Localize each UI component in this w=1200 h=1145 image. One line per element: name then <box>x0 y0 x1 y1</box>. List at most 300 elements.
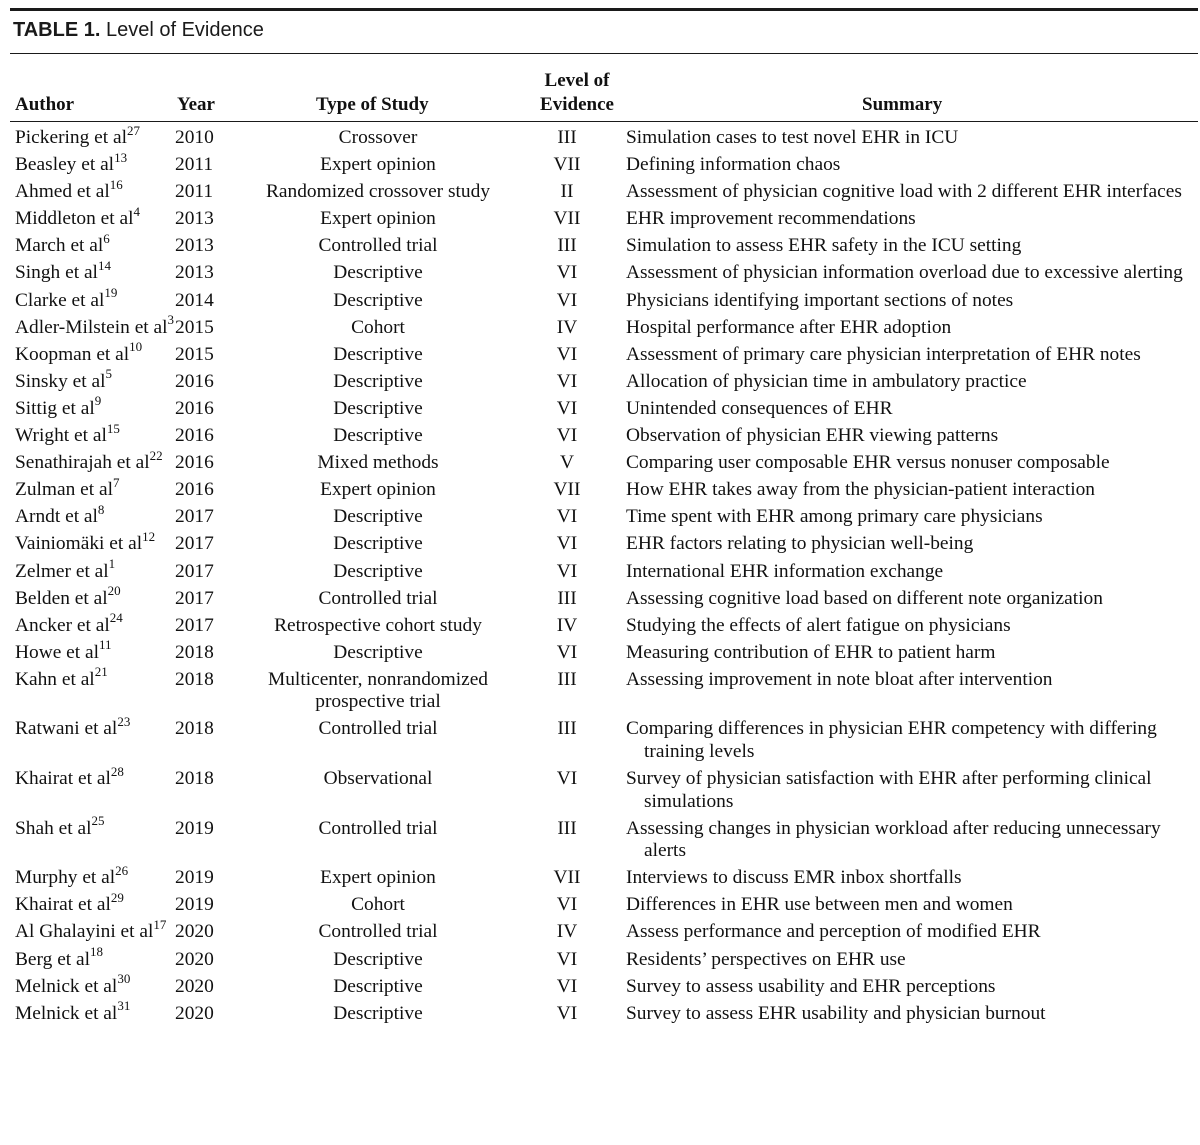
summary-text: Survey of physician satisfaction with EHR after performing clinical simulations <box>626 768 1152 812</box>
year-cell: 2018 <box>175 768 214 790</box>
author-text <box>15 203 175 231</box>
author-cell <box>0 312 175 344</box>
evidence-level-cell: VI <box>556 425 578 447</box>
evidence-level-cell: VI <box>556 343 578 365</box>
evidence-level-cell: VI <box>556 641 578 663</box>
study-type-cell: Expert opinion <box>320 154 436 176</box>
author-name: Pickering et al <box>15 127 127 148</box>
reference-number: 27 <box>127 122 140 138</box>
author-text <box>15 556 175 584</box>
study-type-cell: Retrospective cohort study <box>274 614 482 636</box>
summary-cell <box>626 425 1200 452</box>
reference-number: 24 <box>109 610 123 626</box>
author-text <box>15 366 175 394</box>
summary-text: EHR factors relating to physician well-being <box>626 533 974 555</box>
study-type-cell: Descriptive <box>333 343 423 365</box>
table-row <box>0 533 1200 560</box>
year-cell: 2016 <box>175 370 214 392</box>
table-row <box>0 976 1200 1003</box>
caption-rule <box>10 53 1198 54</box>
evidence-level-cell: VI <box>556 894 578 916</box>
table-row <box>0 768 1200 818</box>
evidence-level-cell: IV <box>556 316 578 338</box>
author-text <box>15 583 175 611</box>
summary-text: Simulation to assess EHR safety in the ICU setting <box>626 235 1022 257</box>
table-caption <box>13 19 264 42</box>
summary-text: Survey to assess EHR usability and physician burnout <box>626 1002 1046 1024</box>
study-type-cell: Controlled trial <box>318 587 438 609</box>
author-cell <box>0 285 175 317</box>
reference-number: 14 <box>97 258 111 273</box>
table-row <box>0 425 1200 452</box>
author-text <box>15 393 175 421</box>
author-name: Ahmed et al <box>15 181 110 203</box>
author-name: Vainiomäki et al <box>15 533 143 555</box>
summary-cell <box>626 317 1200 344</box>
author-text <box>15 944 175 972</box>
summary-text: Allocation of physician time in ambulatory practice <box>626 370 1027 392</box>
evidence-level-cell: II <box>560 181 574 203</box>
summary-cell <box>626 262 1200 289</box>
author-cell <box>0 714 175 768</box>
year-cell: 2020 <box>175 1002 214 1024</box>
table-row <box>0 208 1200 235</box>
table-row <box>0 561 1200 588</box>
table-row <box>0 588 1200 615</box>
table-row <box>0 344 1200 371</box>
evidence-level-cell: VI <box>556 262 578 284</box>
author-cell <box>0 366 175 398</box>
summary-cell <box>626 718 1200 768</box>
author-text <box>15 664 175 692</box>
author-cell <box>0 813 175 868</box>
author-text <box>15 312 175 340</box>
study-type-cell: Descriptive <box>333 397 423 419</box>
author-name: Khairat et al <box>15 894 111 916</box>
evidence-level-cell: VII <box>553 154 581 176</box>
author-cell <box>0 339 175 371</box>
summary-cell <box>626 894 1200 921</box>
summary-text: Observation of physician EHR viewing patterns <box>626 425 999 447</box>
header-level-of-evidence <box>532 69 622 117</box>
summary-text: Assessing changes in physician workload after reducing unnecessary alerts <box>626 817 1161 862</box>
reference-number: 21 <box>94 664 108 680</box>
summary-cell <box>626 235 1200 262</box>
study-type-cell: Descriptive <box>333 506 423 528</box>
author-text <box>15 501 175 529</box>
author-cell <box>0 230 175 262</box>
reference-number: 3 <box>167 312 175 328</box>
table-body <box>0 122 1200 1030</box>
table-row <box>0 181 1200 208</box>
summary-text: Interviews to discuss EMR inbox shortfalls <box>626 867 962 889</box>
reference-number: 16 <box>109 176 123 192</box>
author-name: Senathirajah et al <box>15 452 150 474</box>
summary-cell <box>626 127 1200 154</box>
evidence-level-cell: VI <box>556 397 578 419</box>
author-text <box>15 285 175 313</box>
author-cell <box>0 556 175 588</box>
year-cell: 2018 <box>175 718 214 740</box>
summary-text: Assessment of physician information overload due to excessive alerting <box>626 262 1183 284</box>
year-cell: 2017 <box>175 560 214 582</box>
evidence-level-cell: VI <box>556 560 578 582</box>
author-name: Zelmer et al <box>15 560 109 582</box>
reference-number: 19 <box>104 285 118 301</box>
study-type-cell: Controlled trial <box>318 817 438 839</box>
header-level-line1: Level of <box>544 70 610 91</box>
author-text <box>15 763 175 791</box>
author-cell <box>0 664 175 719</box>
study-type-cell: Cohort <box>351 316 405 338</box>
reference-number: 10 <box>129 339 143 355</box>
year-cell: 2016 <box>175 479 214 501</box>
summary-text: How EHR takes away from the physician-patient interaction <box>626 479 1096 501</box>
reference-number: 7 <box>113 474 120 490</box>
study-type-cell: Crossover <box>338 127 418 148</box>
author-cell <box>0 420 175 452</box>
summary-text: Studying the effects of alert fatigue on physicians <box>626 614 1011 636</box>
caption-title: Level of Evidence <box>105 19 264 41</box>
author-cell <box>0 203 175 235</box>
study-type-cell: Expert opinion <box>320 867 436 889</box>
author-name: Clarke et al <box>15 289 105 311</box>
evidence-level-cell: VI <box>556 533 578 555</box>
year-cell: 2020 <box>175 975 214 997</box>
evidence-level-cell: III <box>557 127 577 148</box>
table-row <box>0 718 1200 768</box>
summary-cell <box>626 976 1200 1003</box>
summary-text: Time spent with EHR among primary care physicians <box>626 506 1043 528</box>
evidence-level-cell: V <box>559 452 574 474</box>
header-type-of-study: Type of Study <box>316 94 429 115</box>
study-type-cell: Controlled trial <box>318 235 438 257</box>
year-cell: 2014 <box>175 289 214 311</box>
year-cell: 2019 <box>175 817 214 839</box>
summary-text: Unintended consequences of EHR <box>626 397 893 419</box>
author-name: Howe et al <box>15 641 99 663</box>
reference-number: 20 <box>107 583 121 599</box>
summary-text: Assessment of primary care physician interpretation of EHR notes <box>626 343 1141 365</box>
reference-number: 17 <box>153 916 167 932</box>
table-row <box>0 506 1200 533</box>
table-row <box>0 479 1200 506</box>
summary-cell <box>626 588 1200 615</box>
summary-cell <box>626 921 1200 948</box>
table-row <box>0 818 1200 868</box>
author-text <box>15 971 175 999</box>
author-cell <box>0 944 175 976</box>
summary-text: Physicians identifying important sections of notes <box>626 289 1014 311</box>
reference-number: 4 <box>133 203 140 219</box>
reference-number: 8 <box>97 501 105 517</box>
summary-text: Measuring contribution of EHR to patient harm <box>626 641 996 663</box>
author-name: March et al <box>15 235 104 257</box>
summary-cell <box>626 398 1200 425</box>
study-type-cell: Expert opinion <box>320 208 436 230</box>
author-text <box>15 916 175 944</box>
evidence-level-cell: VII <box>553 208 581 230</box>
year-cell: 2016 <box>175 452 214 474</box>
summary-text: International EHR information exchange <box>626 560 944 582</box>
author-name: Melnick et al <box>15 1002 118 1024</box>
evidence-level-cell: VI <box>556 506 578 528</box>
year-cell: 2013 <box>175 208 214 230</box>
study-type-cell: Descriptive <box>333 948 423 970</box>
evidence-level-cell: III <box>557 235 577 257</box>
summary-cell <box>626 533 1200 560</box>
table-row <box>0 949 1200 976</box>
reference-number: 26 <box>115 862 129 878</box>
table-row <box>0 1003 1200 1030</box>
author-name: Middleton et al <box>15 208 134 230</box>
study-type-cell: Observational <box>323 768 433 790</box>
author-name: Ancker et al <box>15 614 110 636</box>
author-cell <box>0 447 175 479</box>
author-name: Murphy et al <box>15 867 116 889</box>
top-rule <box>10 8 1198 11</box>
summary-cell <box>626 208 1200 235</box>
summary-text: Residents’ perspectives on EHR use <box>626 948 906 970</box>
evidence-level-cell: VI <box>556 768 578 790</box>
author-name: Berg et al <box>15 948 91 970</box>
author-cell <box>0 149 175 181</box>
author-text <box>15 862 175 890</box>
table-row <box>0 317 1200 344</box>
study-type-cell: Descriptive <box>333 1002 423 1024</box>
reference-number: 30 <box>117 971 131 987</box>
evidence-level-cell: III <box>557 668 577 690</box>
table-row <box>0 894 1200 921</box>
study-type-cell: Descriptive <box>333 975 423 997</box>
year-cell: 2017 <box>175 614 214 636</box>
summary-cell <box>626 768 1200 818</box>
author-name: Ratwani et al <box>15 718 118 740</box>
author-text <box>15 998 175 1026</box>
author-cell <box>0 889 175 921</box>
header-summary: Summary <box>862 94 943 115</box>
summary-cell <box>626 181 1200 208</box>
summary-text: Assessing improvement in note bloat after intervention <box>626 668 1053 690</box>
author-text <box>15 447 175 475</box>
table-row <box>0 452 1200 479</box>
summary-cell <box>626 615 1200 642</box>
evidence-level-cell: VI <box>556 370 578 392</box>
study-type-cell: Controlled trial <box>318 921 438 943</box>
summary-text: Assess performance and perception of modified EHR <box>626 921 1041 943</box>
author-text <box>15 889 175 917</box>
table-row <box>0 262 1200 289</box>
year-cell: 2013 <box>175 262 214 284</box>
summary-cell <box>626 949 1200 976</box>
study-type-cell: Descriptive <box>333 425 423 447</box>
author-text <box>15 122 175 150</box>
author-name: Zulman et al <box>15 479 113 501</box>
author-cell <box>0 916 175 948</box>
table-row <box>0 921 1200 948</box>
table-row <box>0 154 1200 181</box>
reference-number: 29 <box>110 889 124 905</box>
author-text <box>15 637 175 665</box>
author-text <box>15 230 175 258</box>
author-name: Koopman et al <box>15 343 130 365</box>
reference-number: 12 <box>142 528 156 544</box>
year-cell: 2020 <box>175 921 214 943</box>
author-name: Melnick et al <box>15 975 118 997</box>
year-cell: 2016 <box>175 425 214 447</box>
summary-cell <box>626 669 1200 719</box>
table-row <box>0 290 1200 317</box>
year-cell: 2013 <box>175 235 214 257</box>
study-type-cell: Descriptive <box>333 560 423 582</box>
author-text <box>15 149 175 177</box>
year-cell: 2017 <box>175 533 214 555</box>
year-cell: 2015 <box>175 316 214 338</box>
table-row <box>0 642 1200 669</box>
year-cell: 2017 <box>175 506 214 528</box>
author-name: Khairat et al <box>15 768 111 790</box>
author-name: Arndt et al <box>15 506 98 528</box>
reference-number: 1 <box>108 556 116 572</box>
summary-text: EHR improvement recommendations <box>626 208 916 230</box>
study-type-cell: Controlled trial <box>318 718 438 740</box>
year-cell: 2015 <box>175 343 214 365</box>
evidence-level-cell: VI <box>556 289 578 311</box>
reference-number: 5 <box>105 366 112 382</box>
author-cell <box>0 528 175 560</box>
header-rule <box>10 121 1198 122</box>
table-row <box>0 398 1200 425</box>
header-level-line2: Evidence <box>540 94 614 115</box>
summary-cell <box>626 154 1200 181</box>
evidence-level-cell: III <box>557 718 577 740</box>
author-name: Al Ghalayini et al <box>15 921 154 943</box>
year-cell: 2020 <box>175 948 214 970</box>
study-type-cell: Descriptive <box>333 289 423 311</box>
summary-cell <box>626 290 1200 317</box>
evidence-level-cell: IV <box>556 921 578 943</box>
author-text <box>15 813 175 841</box>
summary-cell <box>626 867 1200 894</box>
evidence-level-cell: III <box>557 587 577 609</box>
author-cell <box>0 122 175 154</box>
author-name: Singh et al <box>15 262 98 284</box>
year-cell: 2017 <box>175 587 214 609</box>
summary-text: Differences in EHR use between men and women <box>626 894 1013 916</box>
study-type-cell: Descriptive <box>333 262 423 284</box>
summary-cell <box>626 479 1200 506</box>
table-row <box>0 615 1200 642</box>
author-text <box>15 714 175 741</box>
reference-number: 22 <box>149 447 163 463</box>
reference-number: 6 <box>103 230 110 246</box>
study-type-cell: Expert opinion <box>320 479 436 501</box>
table-row <box>0 867 1200 894</box>
study-type-cell: Cohort <box>351 894 405 916</box>
author-name: Beasley et al <box>15 154 115 176</box>
author-text <box>15 258 175 285</box>
table-row <box>0 371 1200 398</box>
evidence-level-cell: VI <box>556 975 578 997</box>
summary-cell <box>626 344 1200 371</box>
summary-text: Survey to assess usability and EHR perceptions <box>626 975 996 997</box>
author-name: Belden et al <box>15 587 108 609</box>
evidence-table <box>0 122 1200 1030</box>
author-name: Adler-Milstein et al <box>15 316 168 338</box>
study-type-cell: Descriptive <box>333 370 423 392</box>
author-cell <box>0 258 175 289</box>
year-cell: 2019 <box>175 894 214 916</box>
summary-cell <box>626 506 1200 533</box>
evidence-level-cell: VII <box>553 867 581 889</box>
author-text <box>15 474 175 502</box>
evidence-level-cell: VI <box>556 948 578 970</box>
summary-text: Assessing cognitive load based on different note organization <box>626 587 1103 609</box>
reference-number: 28 <box>110 763 124 779</box>
author-cell <box>0 862 175 894</box>
summary-cell <box>626 1003 1200 1030</box>
year-cell: 2011 <box>175 154 214 176</box>
summary-text: Hospital performance after EHR adoption <box>626 316 952 338</box>
author-name: Wright et al <box>15 425 107 447</box>
author-name: Kahn et al <box>15 668 95 690</box>
evidence-level-cell: VII <box>553 479 581 501</box>
reference-number: 13 <box>114 149 128 165</box>
author-name: Shah et al <box>15 817 92 839</box>
study-type-cell: Multicenter, nonrandomized prospective trial <box>268 668 488 713</box>
summary-cell <box>626 818 1200 868</box>
summary-cell <box>626 642 1200 669</box>
summary-cell <box>626 452 1200 479</box>
year-cell: 2016 <box>175 397 214 419</box>
evidence-level-cell: IV <box>556 614 578 636</box>
summary-text: Comparing differences in physician EHR competency with differing training levels <box>626 718 1157 762</box>
table-row <box>0 127 1200 154</box>
author-cell <box>0 474 175 506</box>
year-cell: 2018 <box>175 641 214 663</box>
author-cell <box>0 998 175 1030</box>
table-row <box>0 235 1200 262</box>
author-cell <box>0 637 175 669</box>
reference-number: 11 <box>99 637 112 653</box>
reference-number: 15 <box>106 420 120 436</box>
author-cell <box>0 176 175 208</box>
header-author: Author <box>15 94 75 115</box>
evidence-level-cell: VI <box>556 1002 578 1024</box>
reference-number: 25 <box>91 813 105 829</box>
author-cell <box>0 610 175 642</box>
author-text <box>15 420 175 448</box>
study-type-cell: Mixed methods <box>317 452 439 474</box>
year-cell: 2019 <box>175 867 214 889</box>
year-cell: 2010 <box>175 127 214 148</box>
author-text <box>15 176 175 204</box>
reference-number: 23 <box>117 714 131 729</box>
reference-number: 31 <box>117 998 131 1014</box>
study-type-cell: Descriptive <box>333 641 423 663</box>
study-type-cell: Randomized crossover study <box>265 181 491 203</box>
reference-number: 18 <box>90 944 104 960</box>
summary-cell <box>626 561 1200 588</box>
author-text <box>15 528 175 556</box>
year-cell: 2011 <box>175 181 214 203</box>
summary-text: Comparing user composable EHR versus nonuser composable <box>626 452 1110 474</box>
caption-label: TABLE 1. <box>13 19 101 41</box>
author-name: Sinsky et al <box>15 370 106 392</box>
year-cell: 2018 <box>175 668 214 690</box>
study-type-cell: Descriptive <box>333 533 423 555</box>
evidence-level-cell: III <box>557 817 577 839</box>
